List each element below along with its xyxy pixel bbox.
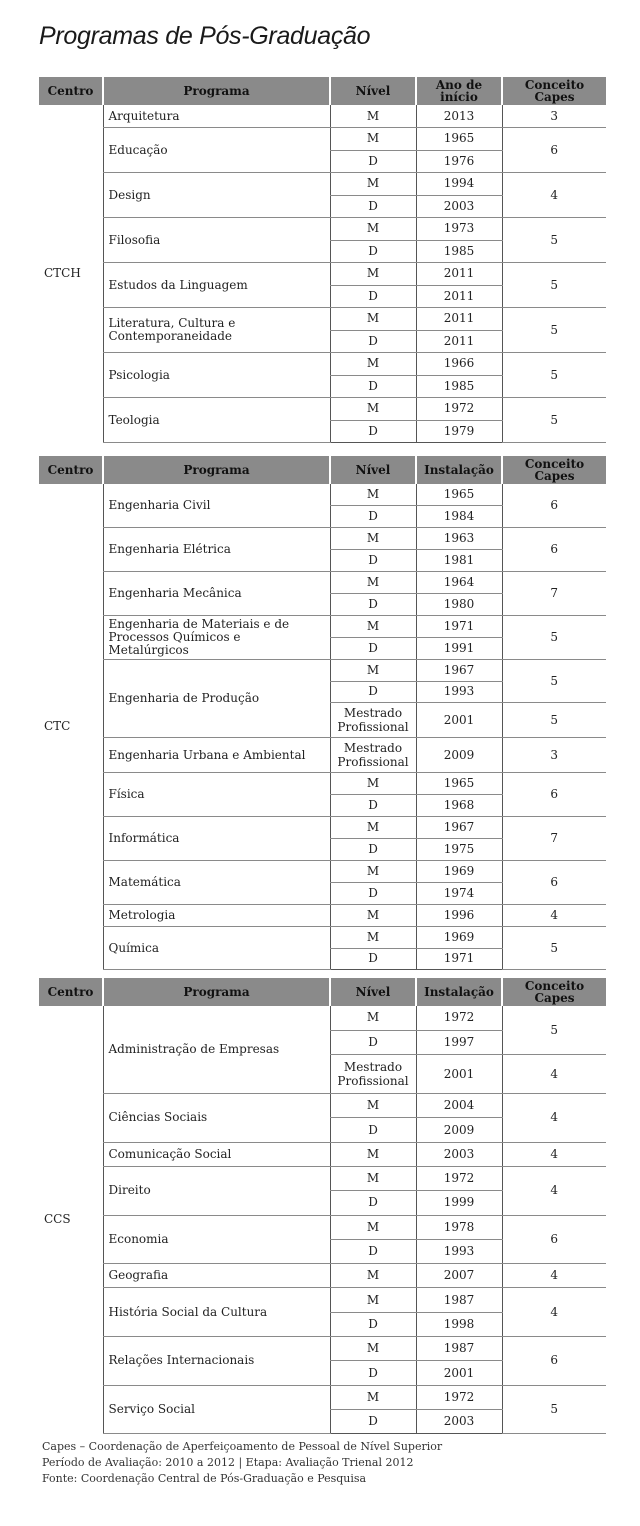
programa-name: Física [103, 773, 330, 817]
ano-cell: 1969 [416, 860, 502, 882]
table-row [39, 353, 606, 376]
ano-cell: 1999 [416, 1191, 502, 1215]
conceito-cell: 5 [502, 398, 606, 443]
table-row [39, 1288, 606, 1312]
header-nivel: Nível [330, 456, 416, 484]
programa-name: Engenharia Urbana e Ambiental [103, 738, 330, 773]
conceito-cell: 6 [502, 128, 606, 173]
centro-label: CCS [44, 1212, 71, 1227]
footer-line-periodo: Período de Avaliação: 2010 a 2012 | Etapa: Avaliação Trienal 2012 [42, 1456, 414, 1469]
nivel-cell: D [330, 839, 416, 861]
programa-name: Engenharia de Materiais e de Processos Químicos e Metalúrgicos [103, 615, 330, 659]
conceito-cell: 5 [502, 353, 606, 398]
header-ano: Instalação [416, 456, 502, 484]
programa-name: História Social da Cultura [103, 1288, 330, 1337]
ano-cell: 1978 [416, 1215, 502, 1239]
nivel-cell: M [330, 218, 416, 241]
conceito-cell: 7 [502, 817, 606, 861]
nivel-cell: M [330, 926, 416, 948]
table-header-row [39, 978, 606, 1006]
ano-cell: 2001 [416, 1055, 502, 1094]
nivel-cell: M [330, 904, 416, 926]
header-programa: Programa [103, 77, 330, 105]
programa-name: Ciências Sociais [103, 1094, 330, 1143]
nivel-cell: M [330, 773, 416, 795]
nivel-cell: M [330, 173, 416, 196]
nivel-cell: M [330, 572, 416, 594]
nivel-cell: D [330, 795, 416, 817]
conceito-cell: 4 [502, 1264, 606, 1288]
nivel-cell: M [330, 398, 416, 421]
ano-cell: 1968 [416, 795, 502, 817]
conceito-cell: 5 [502, 615, 606, 659]
ano-cell: 1967 [416, 659, 502, 681]
nivel-cell: M [330, 1166, 416, 1190]
table-row [39, 615, 606, 637]
programa-name: Metrologia [103, 904, 330, 926]
conceito-cell: 3 [502, 738, 606, 773]
ano-cell: 1964 [416, 572, 502, 594]
programa-name: Informática [103, 817, 330, 861]
table-row [39, 1385, 606, 1409]
ano-cell: 1987 [416, 1288, 502, 1312]
nivel-cell: D [330, 1312, 416, 1336]
programa-name: Estudos da Linguagem [103, 263, 330, 308]
ano-cell: 1966 [416, 353, 502, 376]
table-row [39, 528, 606, 550]
conceito-cell: 4 [502, 1142, 606, 1166]
ano-cell: 1972 [416, 1166, 502, 1190]
nivel-cell: D [330, 1409, 416, 1433]
table-row [39, 1215, 606, 1239]
ano-cell: 1963 [416, 528, 502, 550]
programa-name: Design [103, 173, 330, 218]
footer-line-fonte: Fonte: Coordenação Central de Pós-Graduação e Pesquisa [42, 1472, 367, 1485]
nivel-cell: Mestrado Profissional [330, 738, 416, 773]
conceito-cell: 4 [502, 1166, 606, 1215]
ano-cell: 1967 [416, 817, 502, 839]
nivel-cell: M [330, 817, 416, 839]
table-row [39, 263, 606, 286]
ano-cell: 1979 [416, 420, 502, 443]
nivel-cell: D [330, 1239, 416, 1263]
programa-name: Geografia [103, 1264, 330, 1288]
nivel-cell: D [330, 637, 416, 659]
header-centro: Centro [39, 978, 103, 1006]
nivel-cell: M [330, 1385, 416, 1409]
nivel-cell: M [330, 1094, 416, 1118]
ano-cell: 1987 [416, 1337, 502, 1361]
ano-cell: 1981 [416, 550, 502, 572]
header-nivel: Nível [330, 978, 416, 1006]
ano-cell: 2007 [416, 1264, 502, 1288]
table-row [39, 105, 606, 128]
ano-cell: 2011 [416, 308, 502, 331]
nivel-cell: M [330, 308, 416, 331]
ano-cell: 2003 [416, 1409, 502, 1433]
programa-name: Matemática [103, 860, 330, 904]
table-row [39, 904, 606, 926]
nivel-cell: D [330, 506, 416, 528]
conceito-cell: 6 [502, 860, 606, 904]
ano-cell: 2011 [416, 330, 502, 353]
nivel-cell: D [330, 1030, 416, 1054]
header-conceito: Conceito Capes [502, 456, 606, 484]
nivel-cell: M [330, 1264, 416, 1288]
programa-name: Serviço Social [103, 1385, 330, 1434]
conceito-cell: 4 [502, 904, 606, 926]
ano-cell: 2004 [416, 1094, 502, 1118]
ano-cell: 1998 [416, 1312, 502, 1336]
table-row [39, 1142, 606, 1166]
nivel-cell: M [330, 528, 416, 550]
ano-cell: 1993 [416, 1239, 502, 1263]
table-row [39, 218, 606, 241]
table-row [39, 572, 606, 594]
programa-name: Literatura, Cultura e Contemporaneidade [103, 308, 330, 353]
nivel-cell: D [330, 195, 416, 218]
table-row [39, 926, 606, 948]
nivel-cell: D [330, 330, 416, 353]
conceito-cell: 5 [502, 1385, 606, 1434]
programa-name: Administração de Empresas [103, 1006, 330, 1094]
ano-cell: 1985 [416, 375, 502, 398]
ano-cell: 1965 [416, 128, 502, 151]
programa-name: Direito [103, 1166, 330, 1215]
nivel-cell: M [330, 263, 416, 286]
ano-cell: 1976 [416, 150, 502, 173]
conceito-cell: 4 [502, 1055, 606, 1094]
conceito-cell: 3 [502, 105, 606, 128]
programa-name: Educação [103, 128, 330, 173]
table-row [39, 173, 606, 196]
nivel-cell: M [330, 105, 416, 128]
centro-label: CTC [44, 719, 71, 734]
ano-cell: 1971 [416, 615, 502, 637]
programa-name: Comunicação Social [103, 1142, 330, 1166]
ano-cell: 2003 [416, 195, 502, 218]
programa-name: Engenharia de Produção [103, 659, 330, 738]
header-ano: Ano de início [416, 77, 502, 105]
conceito-cell: 5 [502, 1006, 606, 1055]
conceito-cell: 4 [502, 1094, 606, 1143]
page-title: Programas de Pós-Graduação [39, 22, 371, 50]
ano-cell: 1996 [416, 904, 502, 926]
ano-cell: 2001 [416, 703, 502, 738]
footer-notes [42, 1439, 442, 1487]
ano-cell: 1994 [416, 173, 502, 196]
nivel-cell: M [330, 1288, 416, 1312]
nivel-cell: M [330, 1215, 416, 1239]
conceito-cell: 6 [502, 528, 606, 572]
programa-name: Engenharia Mecânica [103, 572, 330, 616]
table-header-row [39, 456, 606, 484]
header-centro: Centro [39, 77, 103, 105]
table-row [39, 1264, 606, 1288]
conceito-cell: 4 [502, 173, 606, 218]
ano-cell: 1980 [416, 593, 502, 615]
ano-cell: 2011 [416, 263, 502, 286]
header-programa: Programa [103, 978, 330, 1006]
nivel-cell: D [330, 550, 416, 572]
programa-name: Relações Internacionais [103, 1337, 330, 1386]
nivel-cell: D [330, 593, 416, 615]
conceito-cell: 5 [502, 218, 606, 263]
ano-cell: 1972 [416, 1006, 502, 1030]
header-nivel: Nível [330, 77, 416, 105]
conceito-cell: 5 [502, 308, 606, 353]
header-conceito: Conceito Capes [502, 77, 606, 105]
nivel-cell: D [330, 1118, 416, 1142]
programs-table-ccs [39, 978, 606, 1434]
ano-cell: 1974 [416, 882, 502, 904]
ano-cell: 2001 [416, 1361, 502, 1385]
ano-cell: 2011 [416, 285, 502, 308]
centro-label: CTCH [44, 266, 81, 281]
nivel-cell: D [330, 948, 416, 970]
nivel-cell: D [330, 882, 416, 904]
ano-cell: 1997 [416, 1030, 502, 1054]
header-ano: Instalação [416, 978, 502, 1006]
ano-cell: 1971 [416, 948, 502, 970]
nivel-cell: M [330, 128, 416, 151]
nivel-cell: M [330, 659, 416, 681]
conceito-cell: 5 [502, 703, 606, 738]
nivel-cell: Mestrado Profissional [330, 1055, 416, 1094]
ano-cell: 1975 [416, 839, 502, 861]
conceito-cell: 5 [502, 926, 606, 970]
table-row [39, 484, 606, 506]
nivel-cell: M [330, 615, 416, 637]
ano-cell: 1969 [416, 926, 502, 948]
table-row [39, 860, 606, 882]
ano-cell: 1993 [416, 681, 502, 703]
programa-name: Economia [103, 1215, 330, 1264]
table-row [39, 1094, 606, 1118]
conceito-cell: 6 [502, 1215, 606, 1264]
conceito-cell: 6 [502, 1337, 606, 1386]
ano-cell: 1972 [416, 398, 502, 421]
table-row [39, 1337, 606, 1361]
nivel-cell: D [330, 681, 416, 703]
nivel-cell: D [330, 1191, 416, 1215]
nivel-cell: D [330, 285, 416, 308]
programa-name: Arquitetura [103, 105, 330, 128]
ano-cell: 1973 [416, 218, 502, 241]
ano-cell: 2003 [416, 1142, 502, 1166]
programa-name: Engenharia Civil [103, 484, 330, 528]
table-header-row [39, 77, 606, 105]
header-conceito: Conceito Capes [502, 978, 606, 1006]
conceito-cell: 5 [502, 659, 606, 703]
programa-name: Teologia [103, 398, 330, 443]
nivel-cell: M [330, 353, 416, 376]
nivel-cell: M [330, 1337, 416, 1361]
header-programa: Programa [103, 456, 330, 484]
ano-cell: 1991 [416, 637, 502, 659]
ano-cell: 1965 [416, 773, 502, 795]
nivel-cell: D [330, 375, 416, 398]
programa-name: Química [103, 926, 330, 970]
nivel-cell: D [330, 240, 416, 263]
programa-name: Engenharia Elétrica [103, 528, 330, 572]
ano-cell: 1985 [416, 240, 502, 263]
conceito-cell: 5 [502, 263, 606, 308]
ano-cell: 2009 [416, 738, 502, 773]
table-row [39, 659, 606, 681]
nivel-cell: D [330, 150, 416, 173]
footer-line-capes: Capes – Coordenação de Aperfeiçoamento de Pessoal de Nível Superior [42, 1440, 443, 1453]
programs-table-ctch [39, 77, 606, 443]
conceito-cell: 4 [502, 1288, 606, 1337]
ano-cell: 1972 [416, 1385, 502, 1409]
nivel-cell: M [330, 860, 416, 882]
table-row [39, 398, 606, 421]
nivel-cell: M [330, 1006, 416, 1030]
nivel-cell: M [330, 1142, 416, 1166]
programs-table-ctc [39, 456, 606, 970]
table-row [39, 1006, 606, 1030]
programa-name: Filosofia [103, 218, 330, 263]
nivel-cell: Mestrado Profissional [330, 703, 416, 738]
ano-cell: 2009 [416, 1118, 502, 1142]
ano-cell: 1984 [416, 506, 502, 528]
nivel-cell: M [330, 484, 416, 506]
table-row [39, 773, 606, 795]
conceito-cell: 6 [502, 484, 606, 528]
header-centro: Centro [39, 456, 103, 484]
programa-name: Psicologia [103, 353, 330, 398]
ano-cell: 1965 [416, 484, 502, 506]
table-row [39, 308, 606, 331]
nivel-cell: D [330, 420, 416, 443]
conceito-cell: 7 [502, 572, 606, 616]
table-row [39, 738, 606, 773]
ano-cell: 2013 [416, 105, 502, 128]
table-row [39, 1166, 606, 1190]
nivel-cell: D [330, 1361, 416, 1385]
table-row [39, 817, 606, 839]
table-row [39, 128, 606, 151]
conceito-cell: 6 [502, 773, 606, 817]
